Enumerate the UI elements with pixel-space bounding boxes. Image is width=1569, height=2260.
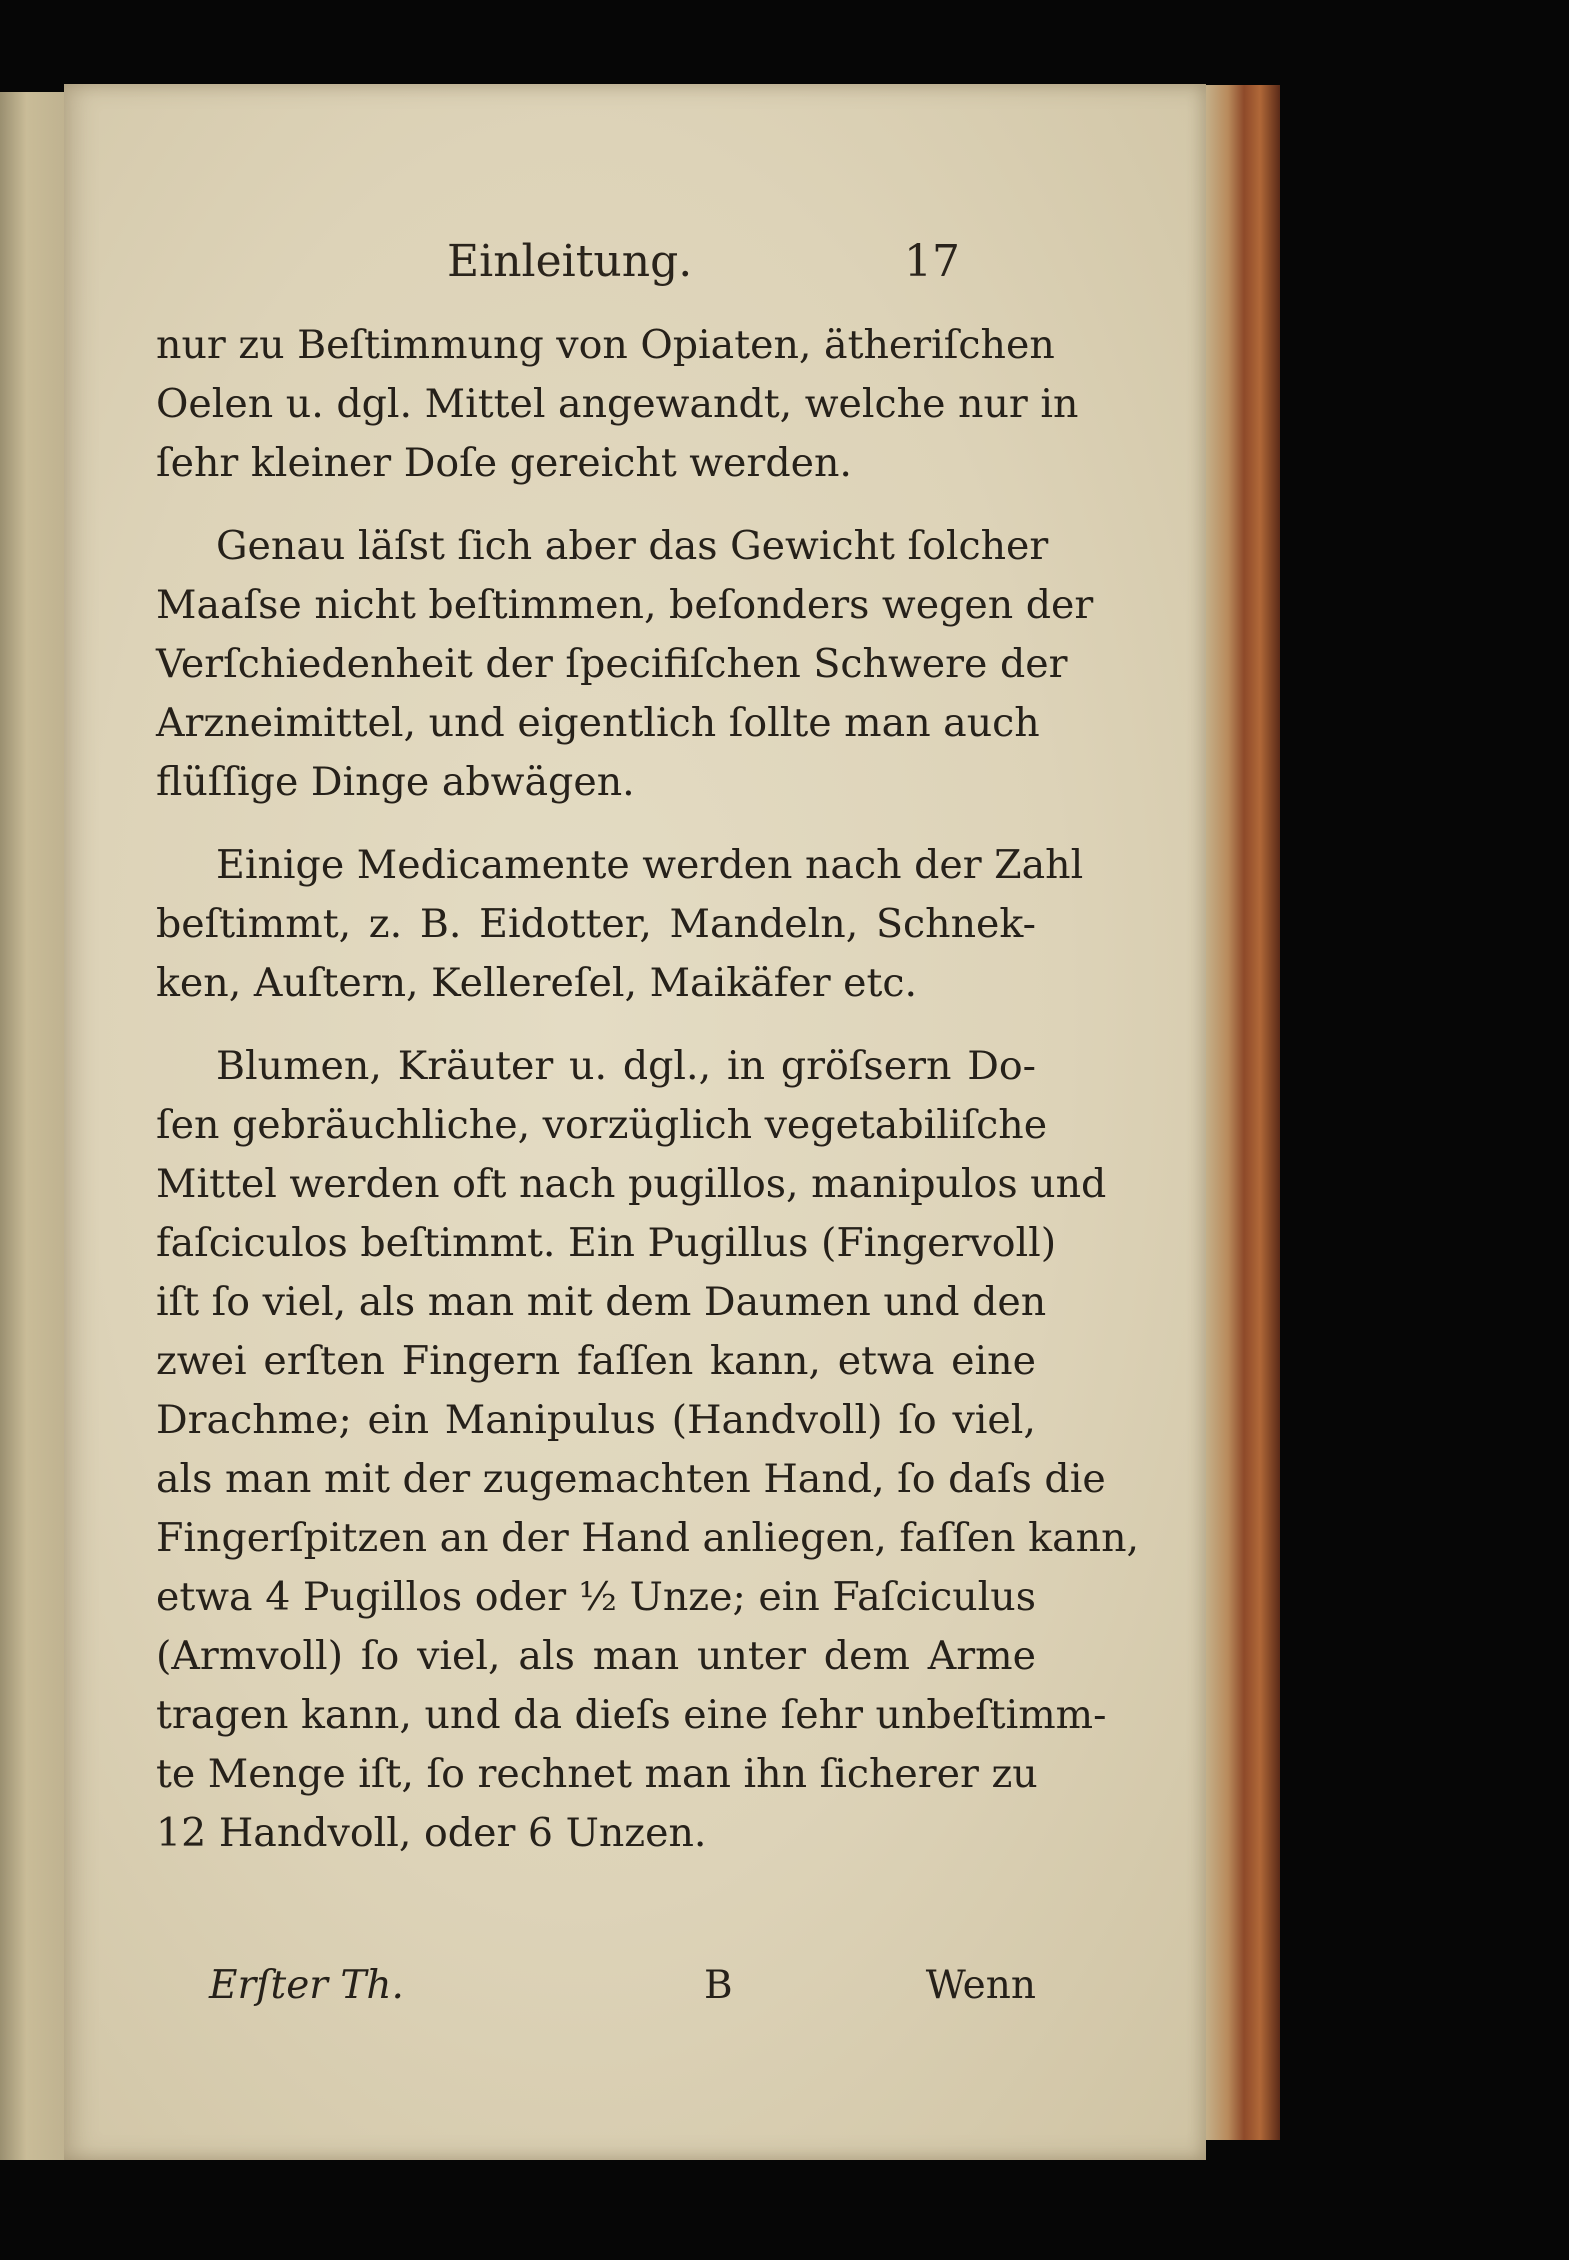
text-line: Verſchiedenheit der ſpecifiſchen Schwere der	[156, 641, 1068, 687]
text-line: Genau läſst ſich aber das Gewicht ſolcher	[216, 523, 1049, 569]
text-line: 12 Handvoll, oder 6 Unzen.	[156, 1810, 707, 1856]
paragraph	[156, 316, 1079, 493]
catchword: Wenn	[925, 1963, 1036, 2008]
text-line: Fingerſpitzen an der Hand anliegen, faſſen kann,	[156, 1515, 1140, 1561]
text-line: tragen kann, und da dieſs eine ſehr unbeſtimm-	[156, 1692, 1107, 1738]
book-page	[64, 84, 1206, 2160]
left-page-edge	[0, 92, 66, 2160]
running-title: Einleitung.	[447, 236, 693, 287]
text-line: Mittel werden oft nach pugillos, manipulos und	[156, 1161, 1107, 1207]
text-line: Maaſse nicht beſtimmen, beſonders wegen der	[156, 582, 1094, 628]
text-line: ſehr kleiner Doſe gereicht werden.	[156, 440, 852, 486]
page-header	[64, 236, 1206, 306]
text-line: ken, Auſtern, Kellereſel, Maikäfer etc.	[156, 960, 918, 1006]
text-line: Einige Medicamente werden nach der Zahl	[216, 842, 1084, 888]
text-line: zwei erſten Fingern faſſen kann, etwa eine	[156, 1338, 1036, 1384]
text-line: als man mit der zugemachten Hand, ſo daſs die	[156, 1456, 1106, 1502]
text-line: etwa 4 Pugillos oder ½ Unze; ein Faſciculus	[156, 1574, 1036, 1620]
signature-title: Erſter Th.	[209, 1963, 404, 2008]
text-line: flüſſige Dinge abwägen.	[156, 759, 635, 805]
text-line: Arzneimittel, und eigentlich ſollte man auch	[156, 700, 1040, 746]
text-line: beſtimmt, z. B. Eidotter, Mandeln, Schnek-	[156, 901, 1036, 947]
text-line: nur zu Beſtimmung von Opiaten, ätheriſchen	[156, 322, 1055, 368]
page-number: 17	[904, 236, 960, 287]
text-line: Blumen, Kräuter u. dgl., in gröſsern Do-	[216, 1043, 1036, 1089]
text-line: faſciculos beſtimmt. Ein Pugillus (Fingervoll)	[156, 1220, 1057, 1266]
paragraph	[156, 517, 1094, 812]
text-line: te Menge iſt, ſo rechnet man ihn ſicherer zu	[156, 1751, 1038, 1797]
book-fore-edge	[1200, 85, 1280, 2140]
paragraph	[156, 836, 1084, 1013]
signature-mark: B	[704, 1963, 733, 2008]
text-body	[156, 316, 1140, 1863]
text-line: (Armvoll) ſo viel, als man unter dem Arme	[156, 1633, 1036, 1679]
paragraph	[156, 1037, 1140, 1863]
text-line: ſen gebräuchliche, vorzüglich vegetabiliſche	[156, 1102, 1048, 1148]
page-footer	[209, 1956, 1036, 2016]
text-line: iſt ſo viel, als man mit dem Daumen und den	[156, 1279, 1047, 1325]
text-line: Drachme; ein Manipulus (Handvoll) ſo viel,	[156, 1397, 1036, 1443]
text-line: Oelen u. dgl. Mittel angewandt, welche nur in	[156, 381, 1079, 427]
